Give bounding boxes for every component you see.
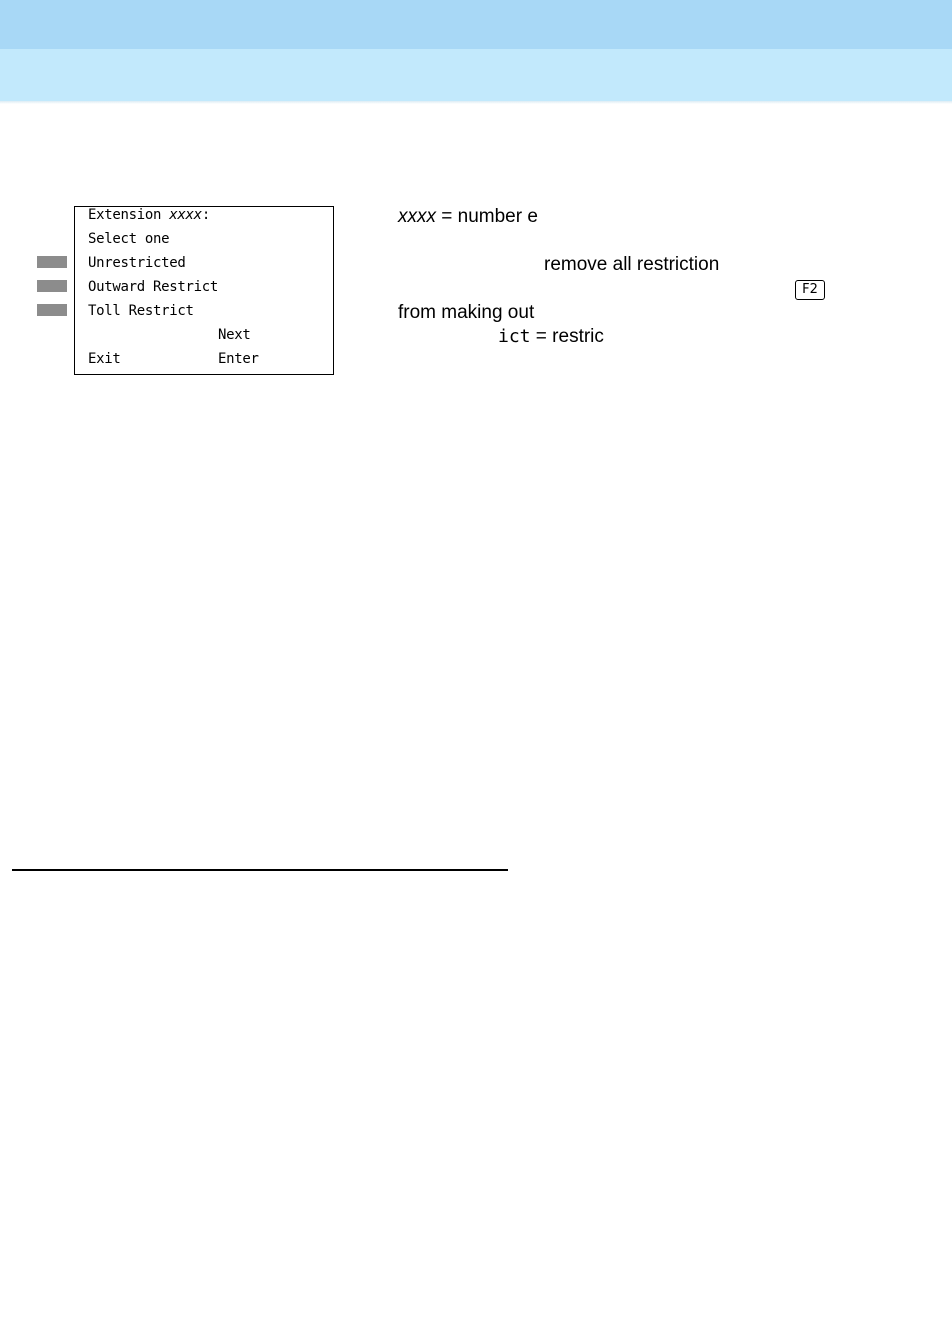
exit-softkey[interactable]: Exit: [88, 351, 121, 367]
note-unrestricted: remove all restriction: [544, 254, 720, 275]
select-button-unrestricted[interactable]: [37, 256, 67, 268]
enter-softkey[interactable]: Enter: [218, 351, 259, 367]
option-outward-restrict[interactable]: Outward Restrict: [88, 279, 219, 295]
display-screen: [74, 206, 334, 375]
note-outward-restrict: from making out: [398, 302, 535, 323]
next-softkey[interactable]: Next: [218, 327, 251, 343]
header-shadow: [0, 101, 952, 104]
display-prompt: Select one: [88, 231, 170, 247]
extension-variable: xxxx: [169, 207, 202, 223]
header-band-bottom: [0, 49, 952, 101]
display-title: Extension xxxx:: [88, 207, 210, 223]
select-button-toll-restrict[interactable]: [37, 304, 67, 316]
option-toll-restrict[interactable]: Toll Restrict: [88, 303, 194, 319]
f2-key-icon: F2: [795, 280, 825, 300]
select-button-outward-restrict[interactable]: [37, 280, 67, 292]
option-unrestricted[interactable]: Unrestricted: [88, 255, 186, 271]
note-extension-number: xxxx = number e: [398, 206, 538, 227]
header-band-top: [0, 0, 952, 49]
note-toll-restrict: ict = restric: [498, 326, 604, 347]
section-divider: [12, 869, 508, 871]
